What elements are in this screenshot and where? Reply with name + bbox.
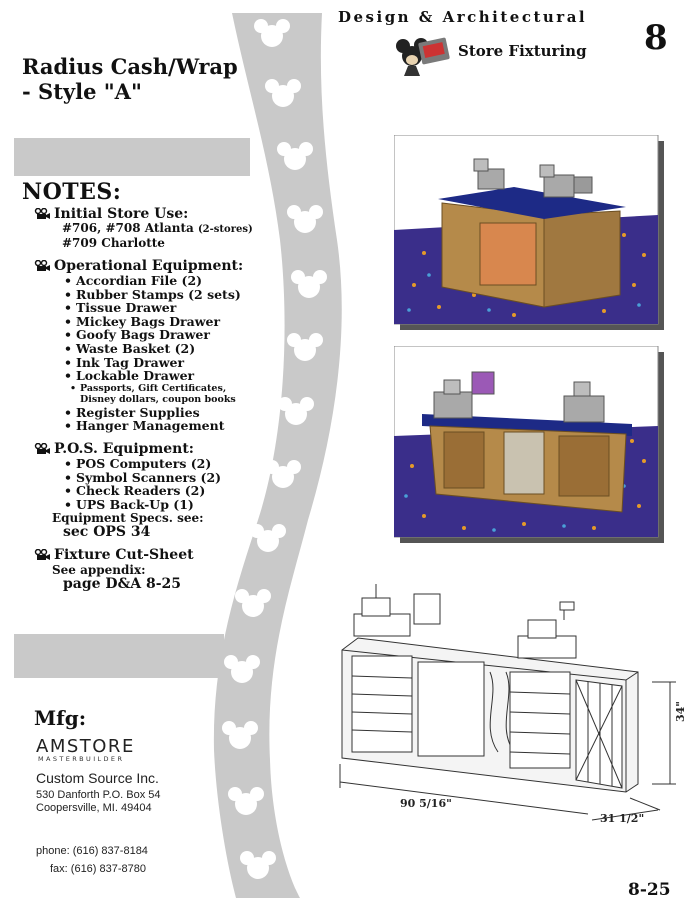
page-number: 8-25	[628, 880, 671, 900]
dimension-depth: 31 1/2"	[600, 812, 645, 825]
list-item: • POS Computers (2)	[64, 457, 264, 471]
list-subitem: • Passports, Gift Certificates,	[70, 383, 264, 395]
dimension-width: 90 5/16"	[400, 797, 452, 810]
list-item: • Tissue Drawer	[64, 301, 264, 315]
contact-numbers	[36, 842, 148, 878]
appendix-line: See appendix:	[52, 563, 146, 578]
title-line: Radius Cash/Wrap	[22, 54, 238, 79]
specs-reference: sec OPS 34	[63, 524, 151, 541]
dimension-height: 34"	[674, 700, 687, 722]
section-label: P.O.S. Equipment:	[54, 440, 194, 457]
list-item: • Check Readers (2)	[64, 484, 264, 498]
list-item: • Lockable Drawer	[64, 369, 264, 383]
manufacturer-label: Mfg:	[34, 706, 87, 730]
list-item: • Ink Tag Drawer	[64, 356, 264, 370]
header-subtitle: Store Fixturing	[458, 42, 587, 60]
address-line: 530 Danforth P.O. Box 54	[36, 789, 161, 801]
fax-number: fax: (616) 837-8780	[50, 863, 147, 875]
phone-number: phone: (616) 837-8184	[36, 845, 148, 857]
cut-sheet-section	[34, 547, 264, 591]
initial-store-use-section	[34, 206, 264, 250]
specs-line: Equipment Specs. see:	[52, 511, 204, 526]
page-title	[22, 54, 242, 104]
list-item: • Accordian File (2)	[64, 274, 264, 288]
address-line: Coopersville, MI. 49404	[36, 802, 152, 814]
list-item: • Hanger Management	[64, 419, 264, 433]
store-line: #709 Charlotte	[62, 235, 165, 250]
list-item: • Register Supplies	[64, 406, 264, 420]
section-number: 8	[644, 18, 668, 58]
list-item: • Rubber Stamps (2 sets)	[64, 288, 264, 302]
store-line: #706, #708 Atlanta	[62, 221, 194, 235]
list-item: • Waste Basket (2)	[64, 342, 264, 356]
company-name: Custom Source Inc.	[36, 770, 159, 786]
list-item: • Goofy Bags Drawer	[64, 328, 264, 342]
notes-list	[34, 206, 264, 599]
list-item: • Symbol Scanners (2)	[64, 471, 264, 485]
mickey-logo-icon	[390, 26, 452, 78]
list-subitem: Disney dollars, coupon books	[80, 394, 236, 406]
title-line: - Style "A"	[22, 79, 142, 104]
section-label: Fixture Cut-Sheet	[54, 547, 194, 564]
film-projector-icon	[34, 260, 50, 272]
manufacturer-brand-sub: MASTERBUILDER	[38, 755, 125, 763]
manufacturer-brand: AMSTORE	[36, 736, 135, 757]
notes-heading: NOTES:	[22, 179, 122, 205]
company-address	[36, 789, 161, 815]
operational-equipment-section	[34, 258, 264, 433]
line-drawing-isometric	[330, 576, 690, 836]
film-projector-icon	[34, 549, 50, 561]
header-title: Design & Architectural	[338, 8, 588, 26]
render-back-view	[394, 346, 664, 543]
list-item: • Mickey Bags Drawer	[64, 315, 264, 329]
section-label: Initial Store Use:	[54, 206, 189, 222]
film-projector-icon	[34, 208, 50, 220]
appendix-reference: page D&A 8-25	[63, 576, 181, 593]
pos-equipment-section	[34, 441, 264, 539]
render-front-view	[394, 135, 664, 330]
section-label: Operational Equipment:	[54, 258, 244, 274]
film-projector-icon	[34, 443, 50, 455]
store-note: (2-stores)	[197, 224, 253, 235]
list-item: • UPS Back-Up (1)	[64, 498, 264, 512]
